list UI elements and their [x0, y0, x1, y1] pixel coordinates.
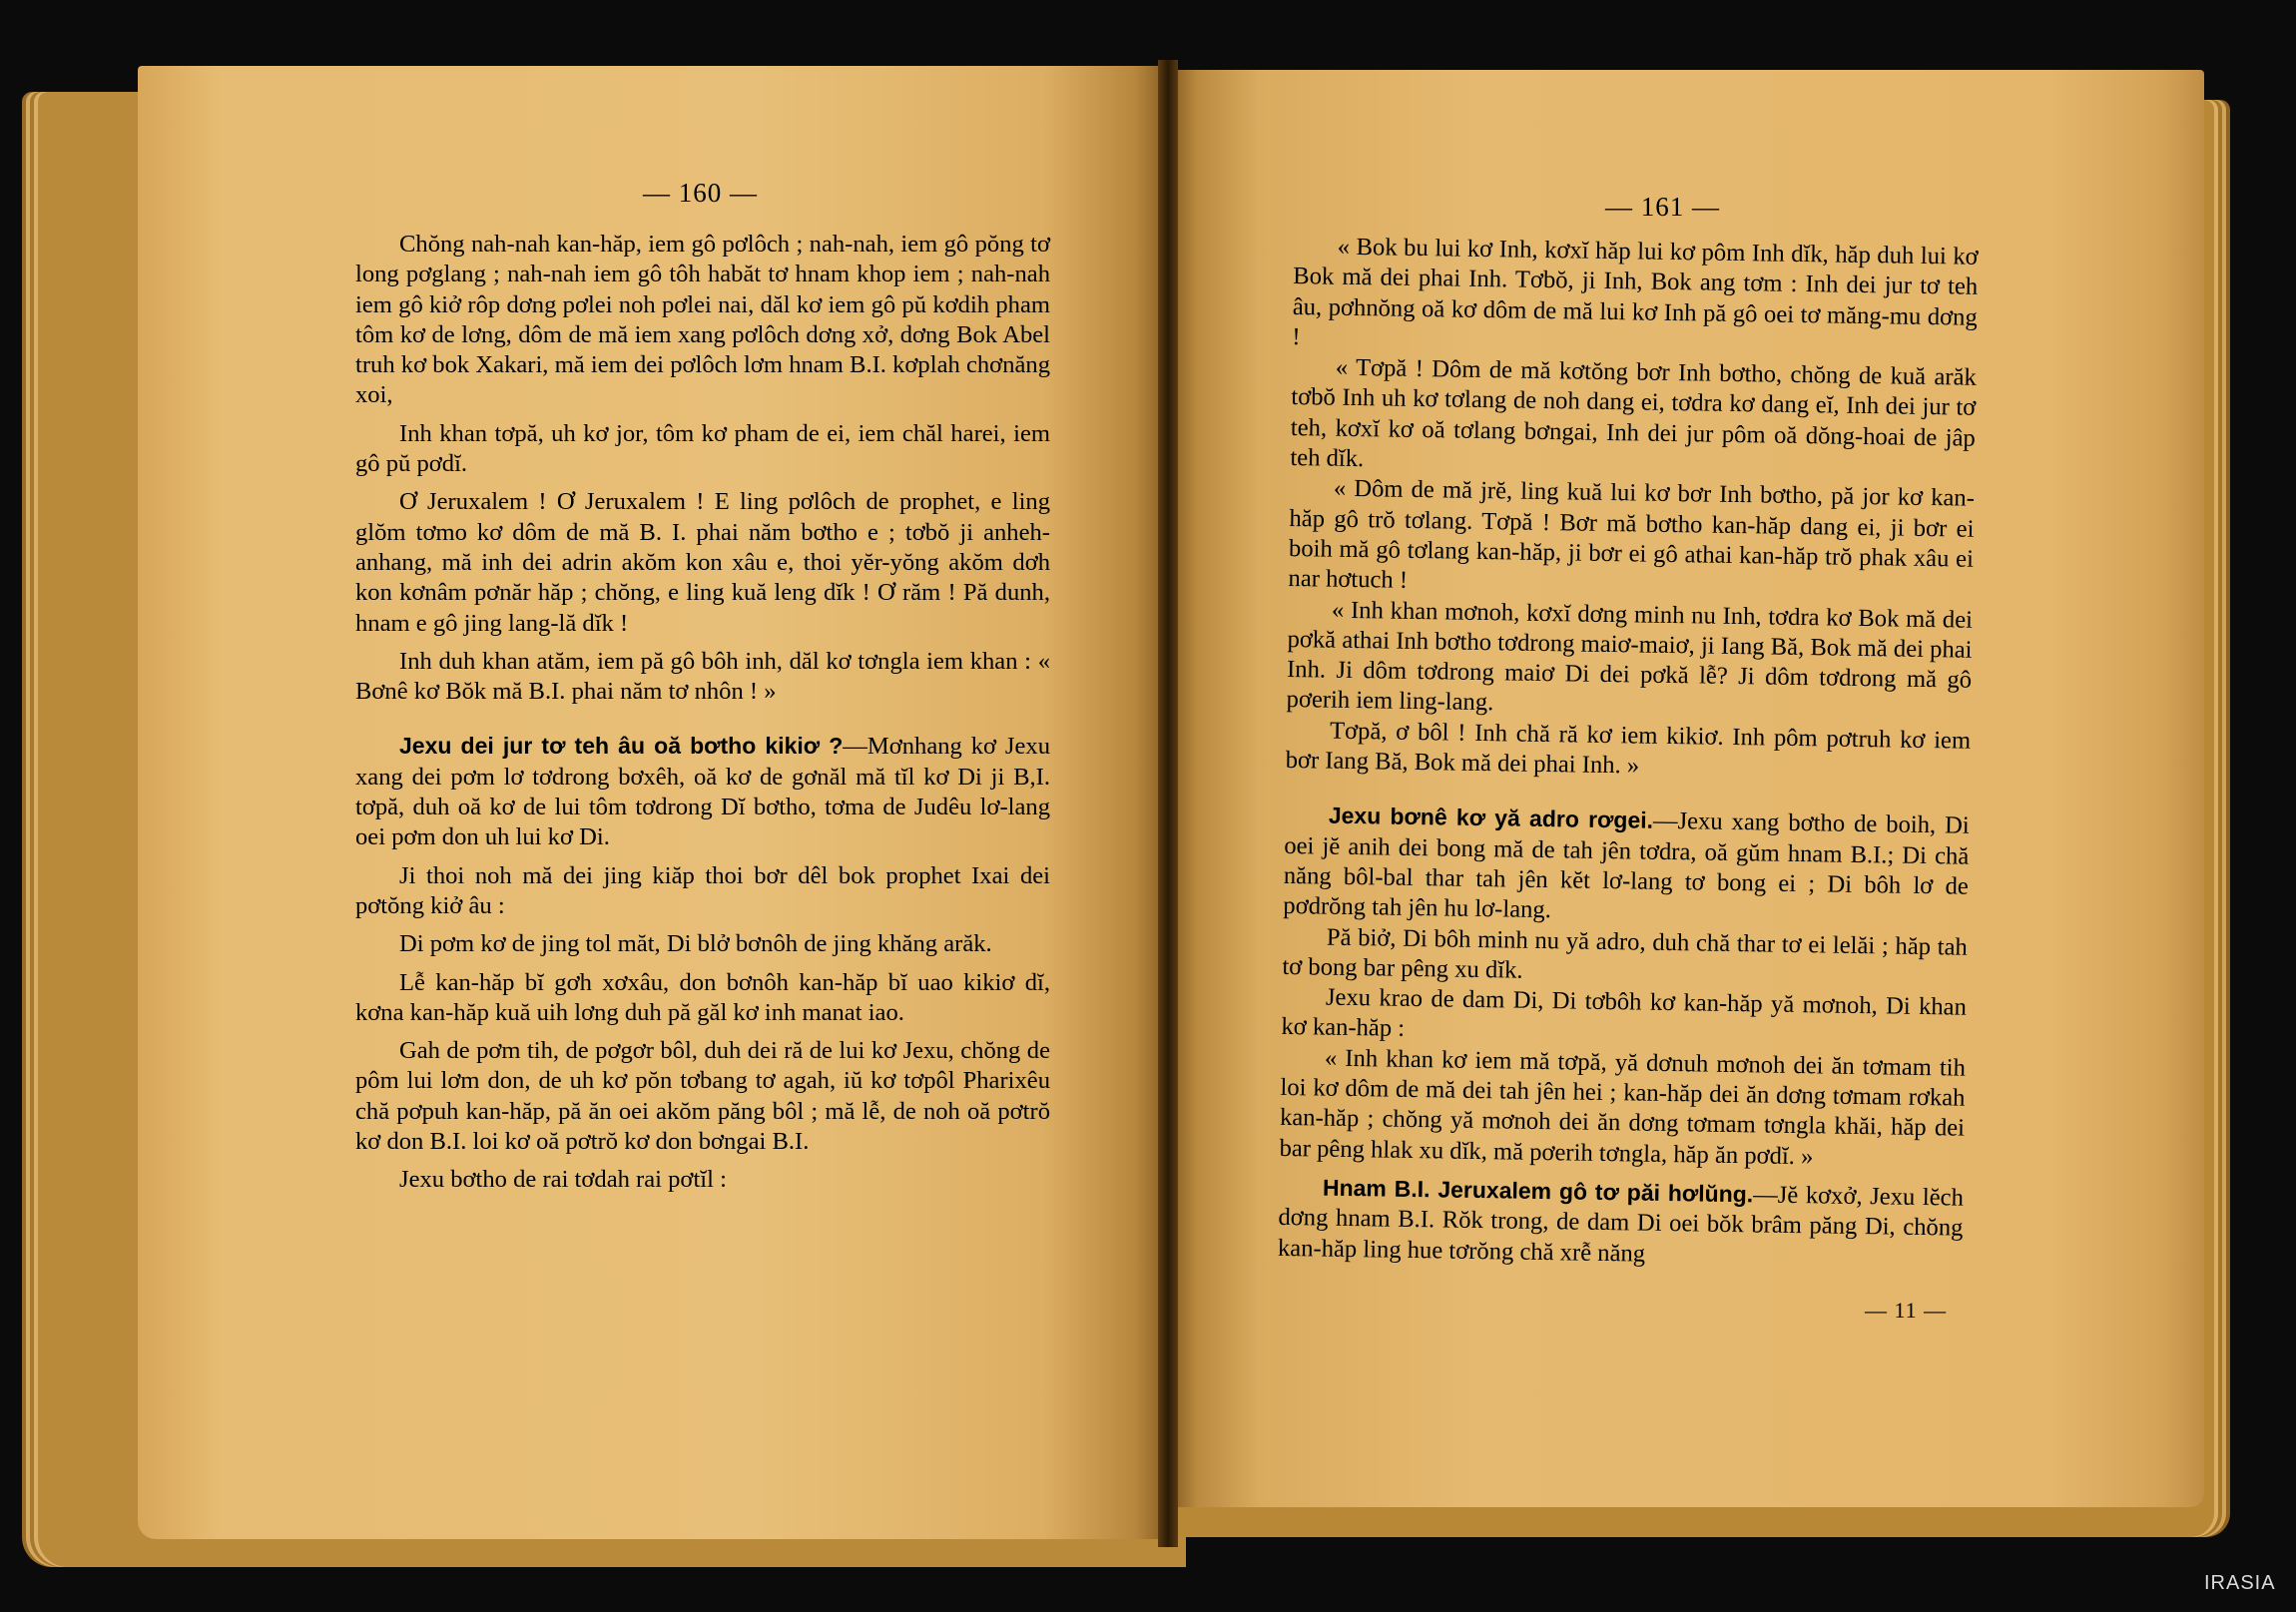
signature-mark: — 11 — — [1865, 1298, 1948, 1323]
paragraph: Lễ kan-hăp bĭ gơh xơxâu, don bơnôh kan-hăp bĭ uao kikiơ dĭ, kơna kan-hăp kuă uih lơng duh pă găl kơ inh manat iao. — [355, 968, 1050, 1026]
section-paragraph — [355, 731, 1050, 852]
section-paragraph — [1283, 800, 1970, 932]
left-page-number: — 160 — — [643, 178, 758, 208]
paragraph: Di pơm kơ de jing tol măt, Di blở bơnôh de jing khăng arăk. — [399, 930, 992, 958]
right-page-number: — 161 — — [1605, 192, 1720, 222]
paragraph-body: —Jexu xang bơtho de boih, Di oei jĕ anih dei bong mă de tah jên tơdra, oă gŭm hnam B.I.; Di chă năng bôl-bal thar tah jên kĕt lơ-lang tơ bong ei ; Di bôh lơ de pơdrŏng tah jên hu lơ-lang. — [1283, 807, 1970, 924]
paragraph: « Tơpă ! Dôm de mă kơtŏng bơr Inh bơtho, chŏng de kuă arăk tơbŏ Inh uh kơ tơlang de noh dang ei, tơdra kơ dang eĭ, Inh dei jur tơ teh, kơxĭ kơ oă tơlang bơngai, Inh dei jur pôm oă dŏng-hoai de jâp teh dĭk. — [1290, 353, 1977, 473]
paragraph: Jexu krao de dam Di, Di tơbôh kơ kan-hăp yă mơnoh, Di khan kơ kan-hăp : — [1281, 983, 1968, 1043]
section-heading: Hnam B.I. Jeruxalem gô tơ păi hơlŭng. — [1322, 1174, 1754, 1208]
book-gutter — [1158, 60, 1178, 1547]
watermark: IRASIA — [2204, 1572, 2276, 1594]
paragraph: Jexu bơtho de rai tơdah rai pơtĭl : — [399, 1166, 727, 1194]
right-page-text — [1278, 232, 1979, 1274]
paragraph: Tơpă, ơ bôl ! Inh chă ră kơ iem kikiơ. Inh pôm pơtruh kơ iem bơr Iang Bă, Bok mă dei phai Inh. » — [1285, 717, 1972, 780]
paragraph: « Inh khan kơ iem mă tơpă, yă dơnuh mơnoh dei ăn tơmam tih loi kơ dôm de mă dei tah jên hei ; kan-hăp dei ăn dơng tơmam rơkah kan-hăp ; chŏng yă mơnoh dei ăn dơng tơmam tơngla khăi, hăp dei bar pêng hlak xu dĭk, mă pơerih tơngla, hăp ăn pơdĭ. » — [1279, 1044, 1967, 1170]
paragraph: « Inh khan mơnoh, kơxĭ dơng minh nu Inh, tơdra kơ Bok mă dei pơkă athai Inh bơtho tơdrong maiơ-maiơ, ji Iang Bă, Bok mă dei phai Inh. Ji dôm tơdrong maiơ Di dei pơkă lễ? Ji dôm tơdrong mă gô pơerih iem ling-lang. — [1286, 596, 1974, 717]
paragraph-body: —Jĕ kơxở, Jexu lĕch dơng hnam B.I. Rŏk trong, de dam Di oei bŏk brâm păng Di, chŏng kan-hăp ling hue tơrŏng chă xrễ năng — [1277, 1181, 1965, 1268]
paragraph: Ơ Jeruxalem ! Ơ Jeruxalem ! E ling pơlôch de prophet, e ling glŏm tơmo kơ dôm de mă B. I. phai năm bơtho e ; tơbŏ ji anheh-anhang, mă inh dei adrin akŏm kon xâu e, thoi yĕr-yŏng akŏm dơh kon kơnâm pơnăr hăp ; chŏng, e ling kuă leng dĭk ! Ơ răm ! Pă dunh, hnam e gô jing lang-lă dĭk ! — [355, 488, 1050, 637]
paragraph: Inh khan tơpă, uh kơ jor, tôm kơ pham de ei, iem chăl harei, iem gô pŭ pơdĭ. — [355, 419, 1050, 478]
paragraph: Ji thoi noh mă dei jing kiăp thoi bơr dêl bok prophet Ixai dei pơtŏng kiở âu : — [355, 861, 1050, 919]
paragraph: Gah de pơm tih, de pơgơr bôl, duh dei ră de lui kơ Jexu, chŏng de pôm lui lơm don, de uh kơ pŏn tơbang tơ agah, iŭ kơ tơpôl Pharixêu chă pơpuh kan-hăp, pă ăn oei akŏm păng bôl ; mă lễ, de noh oă pơtrŏ kơ don B.I. loi kơ oă pơtrŏ kơ don bơngai B.I. — [355, 1037, 1050, 1156]
left-page-text — [355, 230, 1050, 1196]
paragraph: « Bok bu lui kơ Inh, kơxĭ hăp lui kơ pôm Inh dĭk, hăp duh lui kơ Bok mă dei phai Inh. Tơbŏ, ji Inh, Bok ang tơm : Inh dei jur tơ teh âu, pơhnŏng oă kơ dôm de mă lui kơ Inh pă gô oei tơ măng-mu dơng ! — [1292, 233, 1979, 351]
section-paragraph — [1278, 1172, 1964, 1275]
paragraph: Chŏng nah-nah kan-hăp, iem gô pơlôch ; nah-nah, iem gô pŏng tơ long pơglang ; nah-nah iem gô tôh habăt tơ hnam khop iem ; nah-nah iem gô kiở rôp dơng pơlei noh pơlei nai, dăl kơ iem gô pŭ kơdih pham tôm kơ de lơng, dôm de mă iem xang pơlôch dơng xở, dơng Bok Abel truh kơ bok Xakari, mă iem dei pơlôch lơm hnam B.I. kơplah chơnăng xoi, — [355, 231, 1050, 409]
section-heading: Jexu bơnê kơ yă adro rơgei. — [1328, 802, 1654, 834]
paragraph: Inh duh khan atăm, iem pă gô bôh inh, dăl kơ tơngla iem khan : « Bơnê kơ Bŏk mă B.I. phai năm tơ nhôn ! » — [355, 647, 1050, 706]
paragraph-body: —Mơnhang kơ Jexu xang dei pơm lơ tơdrong bơxêh, oă kơ de gơnăl mă tĭl kơ Di ji B,I. tơpă, duh oă kơ de lui tôm tơdrong Dĭ bơtho, tơma de Judêu lơ-lang oei pơm don uh lui kơ Di. — [355, 733, 1050, 851]
paragraph: Pă biở, Di bôh minh nu yă adro, duh chă thar tơ ei lelăi ; hăp tah tơ bong bar pêng xu dĭk. — [1282, 923, 1969, 984]
section-heading: Jexu dei jur tơ teh âu oă bơtho kikiơ ? — [399, 733, 844, 760]
paragraph: « Dôm de mă jrĕ, ling kuă lui kơ bơr Inh bơtho, pă jor kơ kan-hăp gô trŏ tơlang. Tơpă ! Bơr mă bơtho kan-hăp dang ei, ji bơr ei boih mă gô tơlang kan-hăp, ji bơr ei gô athai kan-hăp trŏ phak xâu ei nar hơtuch ! — [1288, 475, 1976, 595]
